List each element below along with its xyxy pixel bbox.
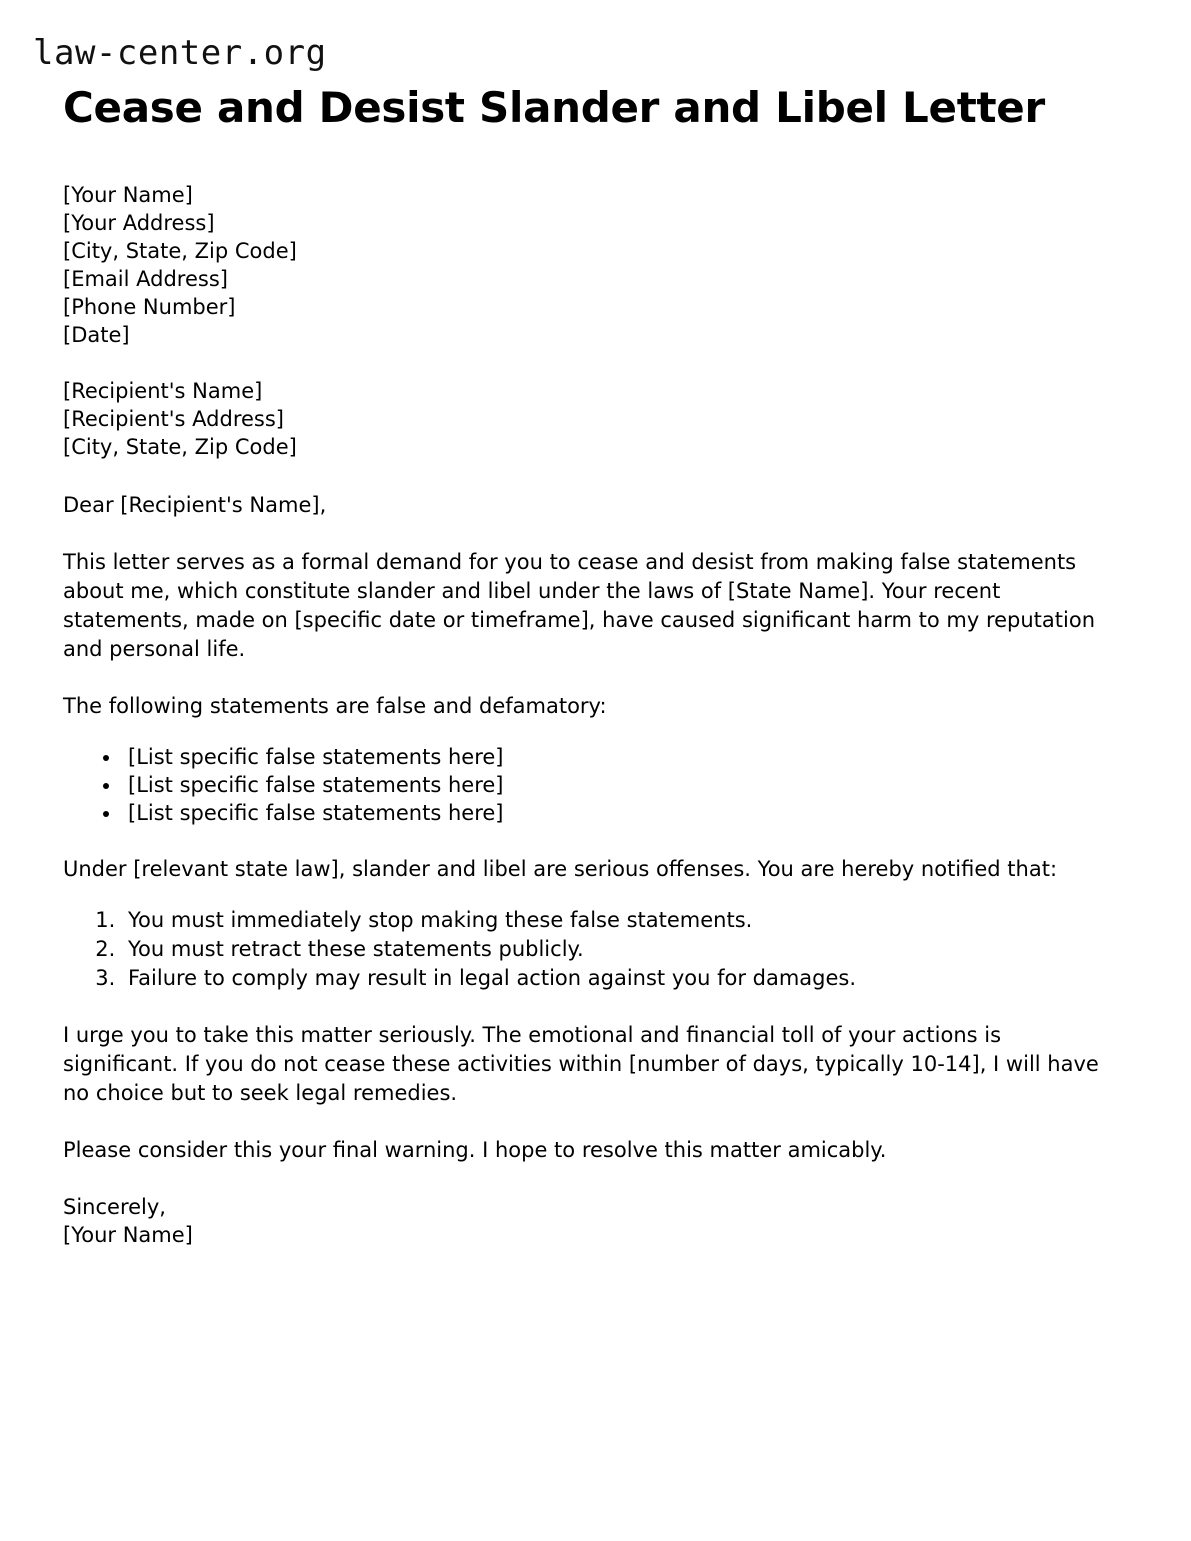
sender-address-line: [Phone Number] bbox=[63, 295, 236, 319]
recipient-address-line: [Recipient's Address] bbox=[63, 407, 284, 431]
list-item: 2. You must retract these statements publicly. bbox=[122, 935, 1105, 964]
recipient-address-block bbox=[63, 377, 1105, 461]
sender-address-line: [Email Address] bbox=[63, 267, 228, 291]
document-content bbox=[63, 82, 1105, 1249]
paragraph-notification-intro: Under [relevant state law], slander and libel are serious offenses. You are hereby notified that: bbox=[63, 857, 1058, 881]
false-statements-list bbox=[63, 743, 1105, 827]
closing-text: Sincerely, bbox=[63, 1195, 166, 1219]
site-name: law-center.org bbox=[33, 33, 327, 73]
sender-address-line: [City, State, Zip Code] bbox=[63, 239, 297, 263]
paragraph-demand: This letter serves as a formal demand for you to cease and desist from making false statements about me, which constitute slander and libel under the laws of [State Name]. Your recent statements, made on [specific date or timeframe], have caused significant harm to my reputation and personal life. bbox=[63, 550, 1096, 661]
paragraph-false-statements-intro: The following statements are false and defamatory: bbox=[63, 694, 607, 718]
paragraph-urgency: I urge you to take this matter seriously. The emotional and financial toll of your actions is significant. If you do not cease these activities within [number of days, typically 10-14], I will have no choice but to seek legal remedies. bbox=[63, 1023, 1099, 1105]
page-title: Cease and Desist Slander and Libel Letter bbox=[63, 83, 1045, 132]
recipient-address-line: [Recipient's Name] bbox=[63, 379, 263, 403]
sender-address-line: [Date] bbox=[63, 323, 130, 347]
list-item: • [List specific false statements here] bbox=[122, 743, 1105, 771]
recipient-address-line: [City, State, Zip Code] bbox=[63, 435, 297, 459]
salutation: Dear [Recipient's Name], bbox=[63, 493, 327, 517]
notifications-list bbox=[63, 906, 1105, 993]
list-item: 3. Failure to comply may result in legal action against you for damages. bbox=[122, 964, 1105, 993]
signature-name: [Your Name] bbox=[63, 1223, 193, 1247]
sender-address-line: [Your Address] bbox=[63, 211, 215, 235]
sender-address-block bbox=[63, 181, 1105, 349]
sender-address-line: [Your Name] bbox=[63, 183, 193, 207]
list-item: 1. You must immediately stop making these false statements. bbox=[122, 906, 1105, 935]
list-item: • [List specific false statements here] bbox=[122, 799, 1105, 827]
signature-block bbox=[63, 1193, 1105, 1249]
paragraph-final-warning: Please consider this your final warning. I hope to resolve this matter amicably. bbox=[63, 1138, 887, 1162]
list-item: • [List specific false statements here] bbox=[122, 771, 1105, 799]
